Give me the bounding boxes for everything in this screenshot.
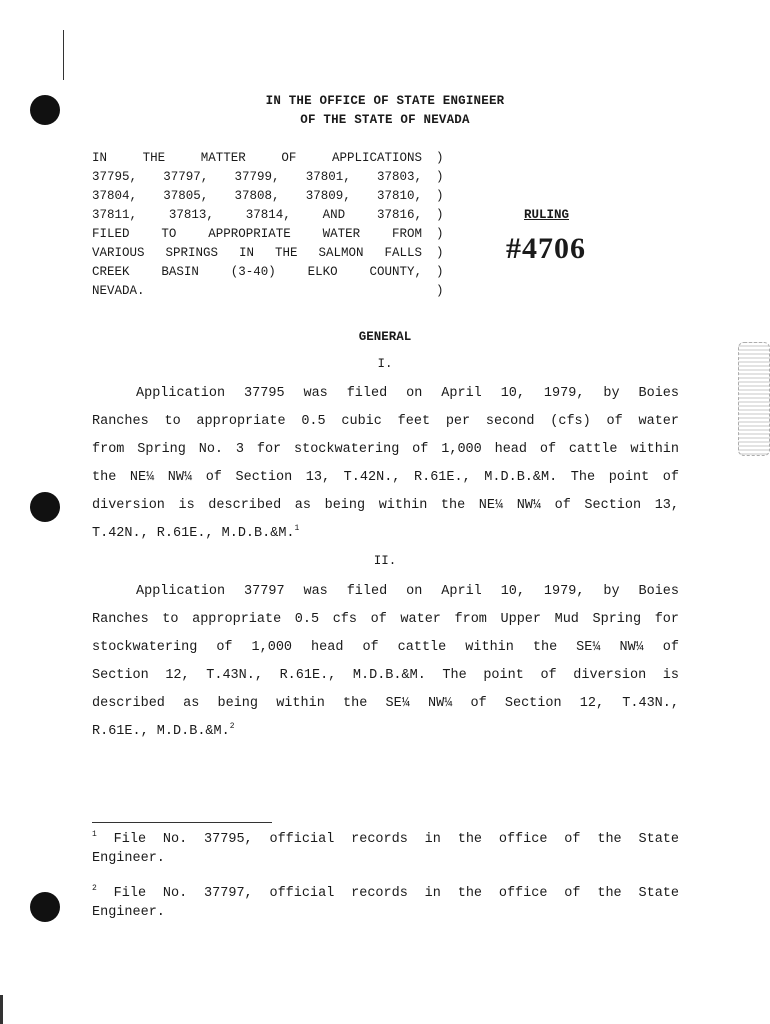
caption-brackets bbox=[436, 149, 444, 301]
caption-paren: ) bbox=[436, 208, 444, 222]
section-numeral-1: I. bbox=[377, 357, 393, 371]
footnote-marker-2: 2 bbox=[92, 884, 97, 893]
scan-mark-left bbox=[63, 30, 64, 80]
footnote-text: File No. 37797, official records in the office of the State bbox=[113, 886, 679, 901]
footnote-line: Engineer. bbox=[92, 851, 165, 866]
footnote-marker-1: 1 bbox=[92, 830, 97, 839]
paragraph-line: Ranches to appropriate 0.5 cfs of water from Upper Mud Spring for bbox=[92, 612, 679, 627]
caption-paren: ) bbox=[436, 265, 444, 279]
section-1-paragraph bbox=[92, 380, 679, 548]
paragraph-line-last bbox=[92, 520, 679, 548]
paragraph-line: Section 12, T.43N., R.61E., M.D.B.&M. The point of diversion is bbox=[92, 668, 679, 683]
paragraph-line: the NE¼ NW¼ of Section 13, T.42N., R.61E., M.D.B.&M. The point of bbox=[92, 470, 679, 485]
paragraph-text: R.61E., M.D.B.&M. bbox=[92, 724, 230, 739]
office-heading-line2: OF THE STATE OF NEVADA bbox=[300, 113, 470, 127]
footnote-rule bbox=[92, 822, 272, 823]
section-numeral-2: II. bbox=[373, 554, 397, 568]
caption-line: NEVADA. bbox=[92, 284, 145, 298]
paragraph-line: from Spring No. 3 for stockwatering of 1,000 head of cattle within bbox=[92, 442, 679, 457]
caption-line: 37811, 37813, 37814, AND 37816, bbox=[92, 208, 422, 222]
caption-paren: ) bbox=[436, 189, 444, 203]
caption-paren: ) bbox=[436, 227, 444, 241]
footnote-ref-1: 1 bbox=[294, 524, 300, 533]
caption-line: VARIOUS SPRINGS IN THE SALMON FALLS bbox=[92, 246, 422, 260]
footnote-line bbox=[92, 884, 679, 903]
section-2-paragraph bbox=[92, 578, 679, 746]
paragraph-line: Application 37795 was filed on April 10, 1979, by Boies bbox=[136, 386, 679, 401]
caption-paren: ) bbox=[436, 284, 444, 298]
caption-line: FILED TO APPROPRIATE WATER FROM bbox=[92, 227, 422, 241]
caption-line: IN THE MATTER OF APPLICATIONS bbox=[92, 151, 422, 165]
caption-line: 37804, 37805, 37808, 37809, 37810, bbox=[92, 189, 422, 203]
paragraph-text: T.42N., R.61E., M.D.B.&M. bbox=[92, 526, 295, 541]
caption-line: CREEK BASIN (3-40) ELKO COUNTY, bbox=[92, 265, 422, 279]
paragraph-line-last bbox=[92, 718, 679, 746]
office-heading-line1: IN THE OFFICE OF STATE ENGINEER bbox=[265, 94, 505, 108]
footnote-1 bbox=[92, 830, 679, 868]
caption-paren: ) bbox=[436, 246, 444, 260]
ruling-number: #4706 bbox=[506, 232, 586, 265]
general-heading: GENERAL bbox=[358, 330, 412, 344]
punch-hole-bottom bbox=[30, 892, 60, 922]
paragraph-line: Ranches to appropriate 0.5 cubic feet per second (cfs) of water bbox=[92, 414, 679, 429]
footnote-ref-2: 2 bbox=[229, 722, 235, 731]
paragraph-line: described as being within the SE¼ NW¼ of Section 12, T.43N., bbox=[92, 696, 679, 711]
caption-line: 37795, 37797, 37799, 37801, 37803, bbox=[92, 170, 422, 184]
paragraph-line: Application 37797 was filed on April 10, 1979, by Boies bbox=[136, 584, 679, 599]
scan-mark-edge bbox=[0, 995, 3, 1024]
footnote-line bbox=[92, 830, 679, 849]
paragraph-line: stockwatering of 1,000 head of cattle within the SE¼ NW¼ of bbox=[92, 640, 679, 655]
matter-caption bbox=[92, 149, 422, 301]
ruling-label: RULING bbox=[524, 208, 570, 222]
caption-paren: ) bbox=[436, 151, 444, 165]
paragraph-line: diversion is described as being within the NE¼ NW¼ of Section 13, bbox=[92, 498, 679, 513]
footnote-line: Engineer. bbox=[92, 905, 165, 920]
footnote-text: File No. 37795, official records in the office of the State bbox=[113, 832, 679, 847]
caption-paren: ) bbox=[436, 170, 444, 184]
punch-hole-middle bbox=[30, 492, 60, 522]
footnote-2 bbox=[92, 884, 679, 922]
